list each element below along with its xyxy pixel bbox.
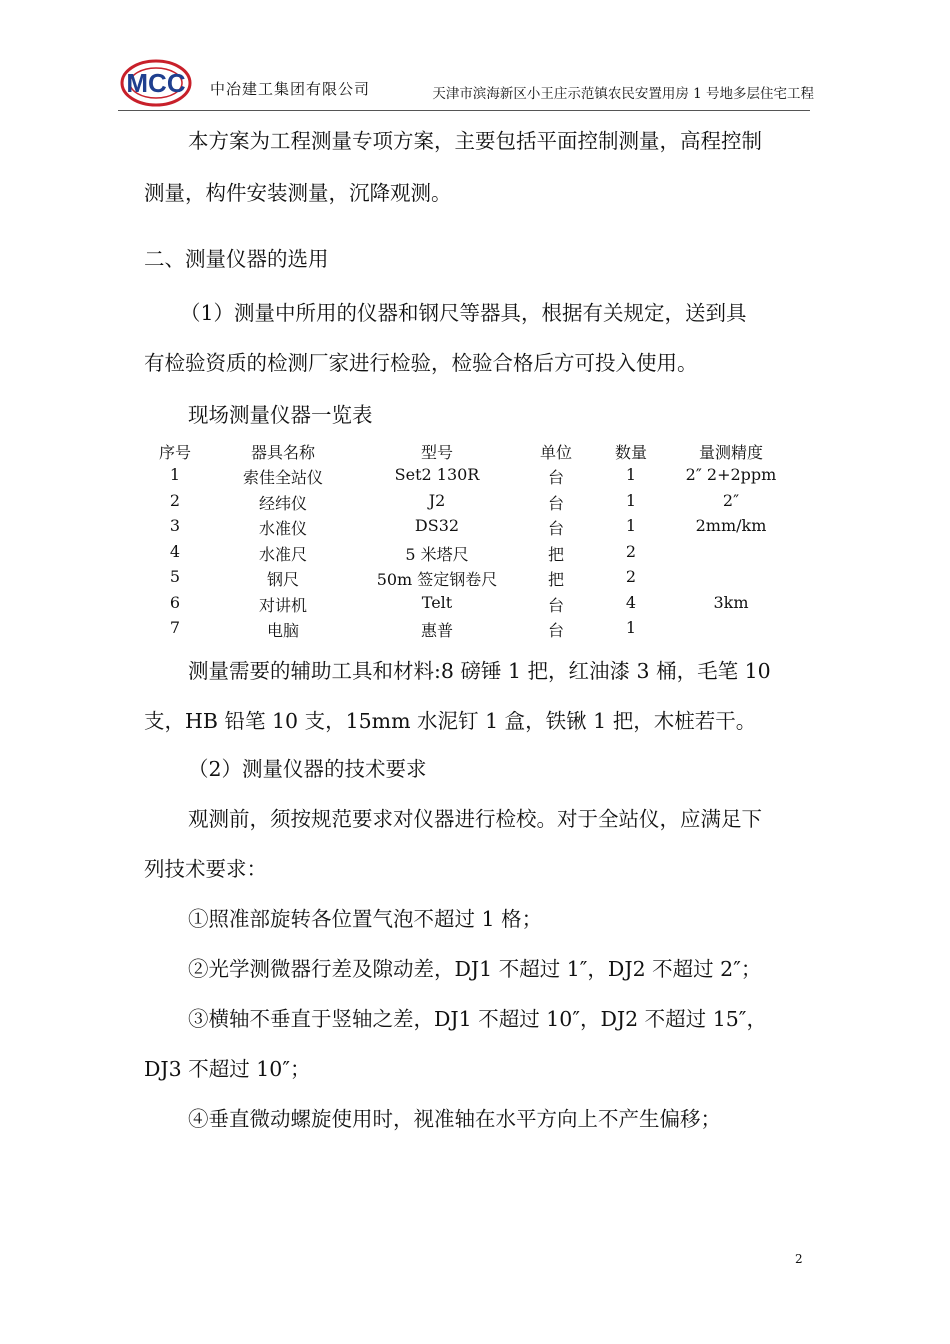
table-cell: 水准尺 [258,545,307,564]
column-header: 量测精度 [698,443,763,462]
svg-text:MCC: MCC [126,68,186,98]
paragraph-line: 本方案为工程测量专项方案，主要包括平面控制测量，高程控制 [188,129,762,153]
header-divider [118,110,810,111]
table-cell: 1 [625,491,637,510]
table-header-row [140,440,800,465]
paragraph-line: 观测前，须按规范要求对仪器进行检校。对于全站仪，应满足下 [188,807,762,831]
mcc-logo [120,58,192,108]
column-header: 型号 [420,443,453,462]
column-header: 序号 [158,443,191,462]
table-title: 现场测量仪器一览表 [188,403,373,427]
table-cell: 5 [169,567,181,586]
table-row [140,542,800,567]
table-row [140,516,800,541]
table-cell: 2 [625,542,637,561]
table-cell: 台 [547,494,564,513]
table-cell: 2″ 2+2ppm [685,465,777,484]
table-cell: 1 [169,465,181,484]
table-cell: 台 [547,468,564,487]
requirement-item: DJ3 不超过 10″； [144,1057,311,1081]
table-cell: J2 [428,491,446,510]
table-cell: 2 [169,491,181,510]
requirement-item: ③横轴不垂直于竖轴之差，DJ1 不超过 10″，DJ2 不超过 15″， [188,1007,767,1031]
requirement-item: ②光学测微器行差及隙动差，DJ1 不超过 1″，DJ2 不超过 2″； [188,957,762,981]
table-row [140,593,800,618]
table-row [140,618,800,643]
table-cell: 惠普 [420,621,453,640]
table-cell: 台 [547,596,564,615]
table-cell: Telt [421,593,453,612]
table-cell: 2″ [722,491,740,510]
table-cell: 6 [169,593,181,612]
requirement-item: ④垂直微动螺旋使用时，视准轴在水平方向上不产生偏移； [188,1107,721,1131]
table-row [140,491,800,516]
paragraph-line: （1）测量中所用的仪器和钢尺等器具，根据有关规定，送到具 [180,301,747,325]
section-heading: 二、测量仪器的选用 [144,247,329,271]
paragraph-line: 有检验资质的检测厂家进行检验，检验合格后方可投入使用。 [144,351,698,375]
table-cell: 电脑 [266,621,299,640]
table-cell: 把 [547,545,564,564]
table-cell: 50m 签定钢卷尺 [376,570,498,589]
table-cell: 2mm/km [695,516,767,535]
table-cell: 1 [625,516,637,535]
page-number: 2 [795,1252,803,1266]
table-row [140,465,800,490]
project-name: 天津市滨海新区小王庄示范镇农民安置用房 1 号地多层住宅工程 [432,86,814,102]
requirement-item: ①照准部旋转各位置气泡不超过 1 格； [188,907,543,931]
table-cell: 经纬仪 [258,494,307,513]
page-header [120,58,814,110]
table-cell: 索佳全站仪 [242,468,323,487]
column-header: 数量 [614,443,647,462]
subsection-heading: （2）测量仪器的技术要求 [188,757,427,781]
table-cell: 4 [625,593,637,612]
table-cell: 5 米塔尺 [405,545,469,564]
paragraph-line: 测量，构件安装测量，沉降观测。 [144,181,452,205]
table-cell: 台 [547,519,564,538]
table-cell: 1 [625,618,637,637]
table-cell: 3km [713,593,749,612]
table-cell: 水准仪 [258,519,307,538]
table-cell: 把 [547,570,564,589]
table-cell: DS32 [414,516,460,535]
paragraph-line: 测量需要的辅助工具和材料:8 磅锤 1 把，红油漆 3 桶，毛笔 10 [188,659,771,683]
column-header: 器具名称 [250,443,315,462]
paragraph-line: 支，HB 铅笔 10 支，15mm 水泥钉 1 盒，铁锹 1 把，木桩若干。 [144,709,757,733]
table-cell: 台 [547,621,564,640]
table-cell: Set2 130R [394,465,480,484]
table-cell: 对讲机 [258,596,307,615]
table-row [140,567,800,592]
column-header: 单位 [539,443,572,462]
table-cell: 3 [169,516,181,535]
table-cell: 钢尺 [266,570,299,589]
table-cell: 2 [625,567,637,586]
table-cell: 7 [169,618,181,637]
table-cell: 1 [625,465,637,484]
table-cell: 4 [169,542,181,561]
paragraph-line: 列技术要求： [144,857,267,881]
company-name: 中冶建工集团有限公司 [210,80,371,98]
